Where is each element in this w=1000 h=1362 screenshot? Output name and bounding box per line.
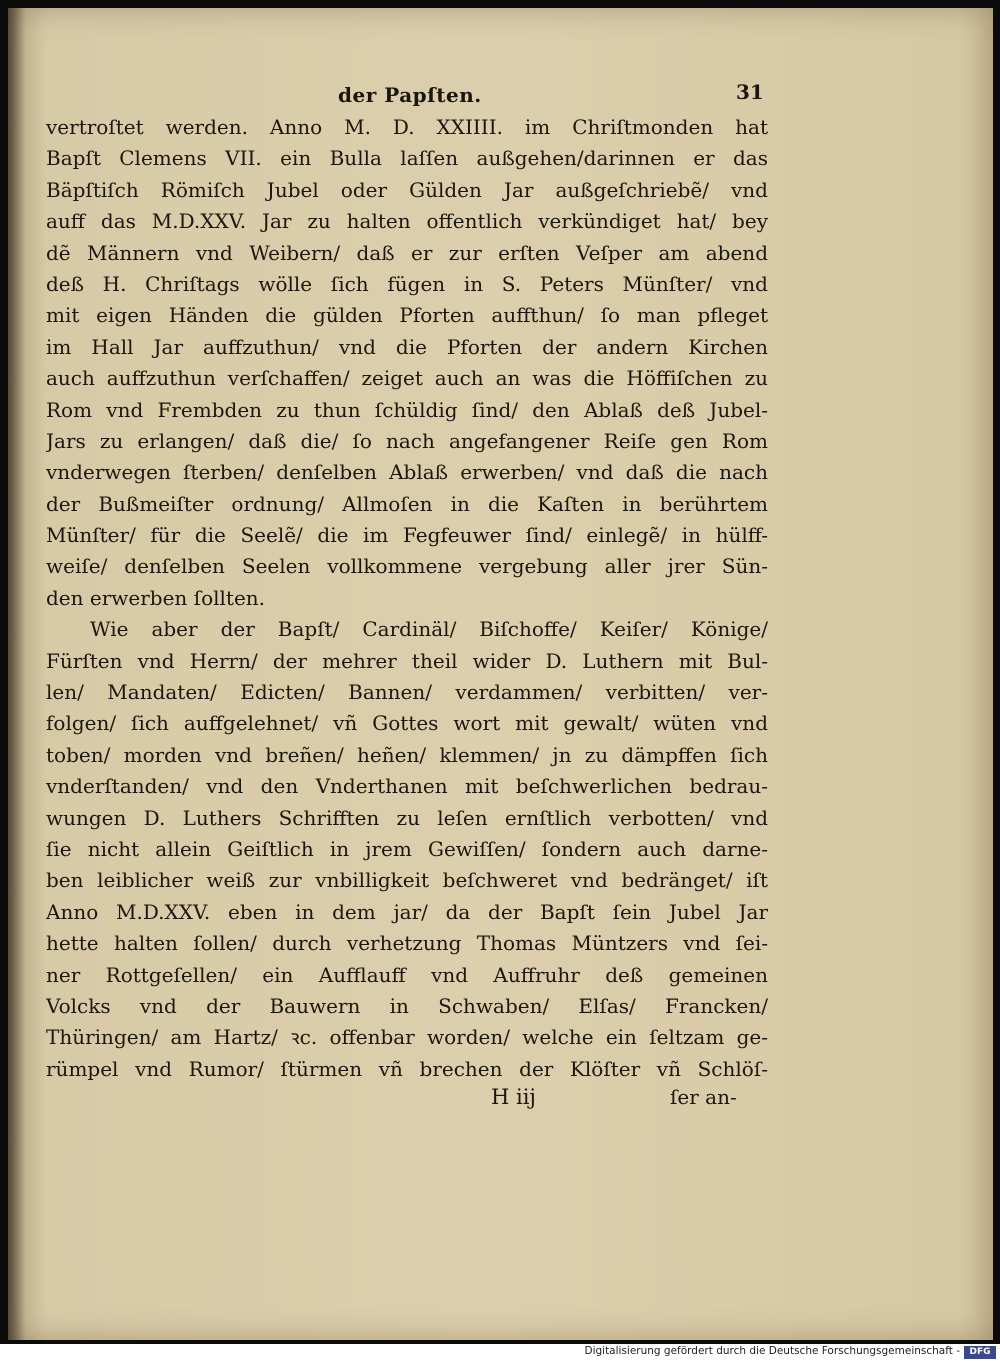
funding-notice: Digitalisierung gefördert durch die Deutsche Forschungsgemeinschaft -: [584, 1345, 960, 1357]
text-line: vnderſtanden/ vnd den Vnderthanen mit beſchwerlichen bedrau-: [46, 774, 768, 799]
text-line: auff das M.D.XXV. Jar zu halten offentlich verkündiget hat/ bey: [46, 209, 768, 234]
text-line: hette halten ſollen/ durch verhetzung Thomas Müntzers vnd ſei-: [46, 931, 768, 956]
body-text: [46, 112, 768, 1085]
text-line: vertroſtet werden. Anno M. D. XXIIII. im Chriſtmonden hat: [46, 115, 768, 139]
text-line: vnderwegen ſterben/ denſelben Ablaß erwerben/ vnd daß die nach: [46, 460, 768, 485]
text-line: dẽ Männern vnd Weibern/ daß er zur erſten Veſper am abend: [46, 240, 768, 265]
text-line: Bäpſtiſch Römiſch Jubel oder Gülden Jar außgeſchriebẽ/ vnd: [46, 177, 768, 202]
text-line: im Hall Jar auffzuthun/ vnd die Pforten der andern Kirchen: [46, 334, 768, 359]
text-line: deß H. Chriſtags wölle ſich fügen in S. Peters Münſter/ vnd: [46, 271, 768, 296]
page-number: 31: [736, 80, 764, 104]
text-line: Thüringen/ am Hartz/ ꝛc. offenbar worden/ welche ein ſeltzam ge-: [46, 1025, 768, 1050]
text-line: rümpel vnd Rumor/ ſtürmen vñ brechen der Klöſter vñ Schlöſ-: [46, 1056, 768, 1081]
text-line: Jars zu erlangen/ daß die/ ſo nach angefangener Reiſe gen Rom: [46, 428, 768, 453]
text-line: Bapſt Clemens VII. ein Bulla laſſen außgehen/darinnen er das: [46, 146, 768, 171]
text-line: folgen/ ſich auffgelehnet/ vñ Gottes wort mit gewalt/ wüten vnd: [46, 711, 768, 736]
text-line: der Bußmeiſter ordnung/ Allmoſen in die Kaſten in berührtem: [46, 491, 768, 516]
text-line: ſie nicht allein Geiſtlich in jrem Gewiſſen/ ſondern auch darne-: [46, 836, 768, 861]
text-line: Anno M.D.XXV. eben in dem jar/ da der Bapſt ſein Jubel Jar: [46, 899, 768, 924]
text-line: ner Rottgeſellen/ ein Aufflauff vnd Auffruhr deß gemeinen: [46, 962, 768, 987]
paragraph-first-line: Wie aber der Bapſt/ Cardinäl/ Biſchoffe/ Keiſer/ Könige/: [90, 617, 768, 642]
book-page: [8, 8, 993, 1340]
footer-bar: [0, 1344, 1000, 1362]
text-line: weiſe/ denſelben Seelen vollkommene vergebung aller jrer Sün-: [46, 554, 768, 579]
catchword: ſer an-: [670, 1085, 737, 1109]
text-line: Fürſten vnd Herrn/ der mehrer theil wider D. Luthern mit Bul-: [46, 648, 768, 673]
signature-mark: H iij: [491, 1085, 536, 1109]
text-line: Rom vnd Frembden zu thun ſchüldig ſind/ den Ablaß deß Jubel-: [46, 397, 768, 422]
text-line: den erwerben ſollten.: [46, 585, 266, 610]
text-line: toben/ morden vnd breñen/ heñen/ klemmen/ jn zu dämpffen ſich: [46, 742, 768, 767]
dfg-logo: DFG: [964, 1346, 996, 1359]
text-line: mit eigen Händen die gülden Pforten auffthun/ ſo man pfleget: [46, 303, 768, 328]
text-line: Münſter/ für die Seelẽ/ die im Fegfeuwer ſind/ einlegẽ/ in hülff-: [46, 523, 768, 548]
text-line: Volcks vnd der Bauwern in Schwaben/ Elſas/ Francken/: [46, 993, 768, 1018]
text-line: len/ Mandaten/ Edicten/ Bannen/ verdammen/ verbitten/ ver-: [46, 680, 768, 705]
text-line: wungen D. Luthers Schrifften zu leſen ernſtlich verbotten/ vnd: [46, 805, 768, 830]
text-line: ben leiblicher weiß zur vnbilligkeit beſchweret vnd bedränget/ iſt: [46, 868, 768, 893]
running-head: der Papſten.: [338, 83, 482, 107]
text-line: auch auffzuthun verſchaffen/ zeiget auch an was die Höffiſchen zu: [46, 366, 768, 391]
